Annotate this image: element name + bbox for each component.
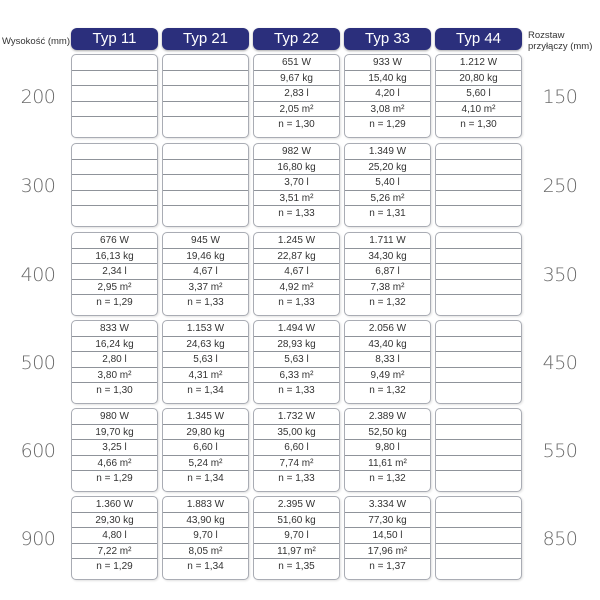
spec-line: 5,63 l: [163, 352, 248, 368]
spec-cell: [162, 143, 249, 227]
spec-line: 3,70 l: [254, 175, 339, 191]
spec-cell: [435, 496, 522, 580]
spec-line: 2,34 l: [72, 264, 157, 280]
spec-line: [436, 295, 521, 311]
spec-cell: [253, 496, 340, 580]
spec-line: [163, 102, 248, 118]
spec-line: 16,24 kg: [72, 337, 157, 353]
spec-line: 3,80 m²: [72, 368, 157, 384]
spec-line: 9,67 kg: [254, 71, 339, 87]
row-height-label: 200: [20, 86, 56, 108]
spec-line: 52,50 kg: [345, 425, 430, 441]
spec-line: n = 1,32: [369, 473, 406, 485]
spec-line: 676 W: [72, 233, 157, 249]
spec-line: n = 1,32: [369, 385, 406, 397]
spec-line: [436, 471, 521, 487]
spec-cell: [344, 408, 431, 492]
spec-line: [72, 71, 157, 87]
spec-line: 22,87 kg: [254, 249, 339, 265]
spec-line: 4,67 l: [163, 264, 248, 280]
spec-line: [436, 440, 521, 456]
spec-line: n = 1,33: [278, 208, 315, 220]
row-height-label: 500: [20, 352, 56, 374]
spec-line: n = 1,33: [278, 473, 315, 485]
spec-line: n = 1,34: [187, 473, 224, 485]
spec-line: n = 1,32: [369, 297, 406, 309]
row-spacing-label: 350: [542, 264, 578, 286]
spec-line: 4,10 m²: [436, 102, 521, 118]
spec-line: [163, 191, 248, 207]
spec-line: [72, 117, 157, 133]
row-spacing-label: 150: [542, 86, 578, 108]
spec-line: 4,31 m²: [163, 368, 248, 384]
spacing-axis-label: Rozstaw przyłączy (mm): [528, 30, 593, 52]
spec-line: 3,37 m²: [163, 280, 248, 296]
spec-line: 651 W: [254, 55, 339, 71]
spec-cell: [253, 232, 340, 316]
spec-line: 9,70 l: [163, 528, 248, 544]
spec-line: [436, 175, 521, 191]
spec-cell: [71, 143, 158, 227]
spec-line: [163, 144, 248, 160]
spec-line: [436, 160, 521, 176]
spec-line: 5,24 m²: [163, 456, 248, 472]
spec-cell: [162, 320, 249, 404]
spec-line: n = 1,34: [187, 561, 224, 573]
spec-line: 2,80 l: [72, 352, 157, 368]
spec-line: n = 1,30: [96, 385, 133, 397]
spec-line: 6,60 l: [163, 440, 248, 456]
spec-line: [436, 144, 521, 160]
column-header-typ-44: Typ 44: [435, 28, 522, 50]
spec-line: 5,26 m²: [345, 191, 430, 207]
spec-line: 5,40 l: [345, 175, 430, 191]
spec-line: 2.395 W: [254, 497, 339, 513]
spec-line: 1.883 W: [163, 497, 248, 513]
spec-cell: [71, 408, 158, 492]
spec-line: 17,96 m²: [345, 544, 430, 560]
spec-line: 8,33 l: [345, 352, 430, 368]
spec-line: 4,66 m²: [72, 456, 157, 472]
spec-cell: [435, 232, 522, 316]
spec-line: 19,46 kg: [163, 249, 248, 265]
spec-line: 16,13 kg: [72, 249, 157, 265]
spec-line: [72, 55, 157, 71]
spec-line: 6,33 m²: [254, 368, 339, 384]
spec-line: [163, 55, 248, 71]
spec-line: [436, 513, 521, 529]
spec-line: [72, 206, 157, 222]
spec-line: [436, 352, 521, 368]
spec-line: 4,67 l: [254, 264, 339, 280]
spec-line: 11,61 m²: [345, 456, 430, 472]
spec-cell: [435, 320, 522, 404]
spec-line: n = 1,33: [278, 385, 315, 397]
row-height-label: 900: [20, 528, 56, 550]
spec-line: 16,80 kg: [254, 160, 339, 176]
spec-cell: [435, 54, 522, 138]
spec-line: [436, 249, 521, 265]
spec-cell: [344, 232, 431, 316]
spec-line: [436, 456, 521, 472]
spec-line: [163, 117, 248, 133]
spec-line: 24,63 kg: [163, 337, 248, 353]
column-header-typ-22: Typ 22: [253, 28, 340, 50]
spec-line: [163, 206, 248, 222]
spec-line: 7,74 m²: [254, 456, 339, 472]
spec-line: 980 W: [72, 409, 157, 425]
spec-line: n = 1,30: [460, 119, 497, 131]
spec-line: 4,92 m²: [254, 280, 339, 296]
spec-line: 2.056 W: [345, 321, 430, 337]
spec-line: 2.389 W: [345, 409, 430, 425]
spec-line: 8,05 m²: [163, 544, 248, 560]
spec-line: [436, 383, 521, 399]
spec-line: 4,20 l: [345, 86, 430, 102]
spec-line: [72, 160, 157, 176]
spec-line: n = 1,29: [96, 297, 133, 309]
spec-line: 9,70 l: [254, 528, 339, 544]
spec-line: 1.245 W: [254, 233, 339, 249]
spec-cell: [253, 320, 340, 404]
spec-line: 1.494 W: [254, 321, 339, 337]
spec-line: 5,60 l: [436, 86, 521, 102]
spec-line: 51,60 kg: [254, 513, 339, 529]
spec-line: 19,70 kg: [72, 425, 157, 441]
spec-line: [436, 425, 521, 441]
spec-line: 77,30 kg: [345, 513, 430, 529]
spec-line: [436, 409, 521, 425]
spec-cell: [71, 54, 158, 138]
spec-line: 2,83 l: [254, 86, 339, 102]
spec-line: n = 1,35: [278, 561, 315, 573]
spec-line: [436, 206, 521, 222]
spec-line: 20,80 kg: [436, 71, 521, 87]
spec-cell: [344, 496, 431, 580]
spec-line: 9,80 l: [345, 440, 430, 456]
spec-line: [436, 191, 521, 207]
spec-cell: [253, 54, 340, 138]
column-header-typ-33: Typ 33: [344, 28, 431, 50]
spec-cell: [162, 408, 249, 492]
spec-line: 11,97 m²: [254, 544, 339, 560]
spec-line: 9,49 m²: [345, 368, 430, 384]
spec-line: [436, 264, 521, 280]
spec-line: [436, 280, 521, 296]
spec-line: [436, 337, 521, 353]
spec-cell: [71, 496, 158, 580]
height-axis-label: Wysokość (mm): [2, 36, 70, 47]
spec-cell: [435, 143, 522, 227]
spec-line: 1.732 W: [254, 409, 339, 425]
spec-line: 28,93 kg: [254, 337, 339, 353]
spec-line: [72, 175, 157, 191]
spec-cell: [344, 54, 431, 138]
spec-line: 7,22 m²: [72, 544, 157, 560]
spec-line: n = 1,34: [187, 385, 224, 397]
spec-cell: [71, 232, 158, 316]
spec-line: [72, 102, 157, 118]
row-height-label: 400: [20, 264, 56, 286]
spec-line: 6,87 l: [345, 264, 430, 280]
spec-line: [163, 160, 248, 176]
spec-line: 1.345 W: [163, 409, 248, 425]
spec-line: 35,00 kg: [254, 425, 339, 441]
spec-line: n = 1,33: [278, 297, 315, 309]
spec-line: [72, 191, 157, 207]
spec-line: [436, 559, 521, 575]
spec-line: 29,80 kg: [163, 425, 248, 441]
spec-line: n = 1,31: [369, 208, 406, 220]
spec-line: 2,05 m²: [254, 102, 339, 118]
spec-line: [163, 86, 248, 102]
spec-line: [436, 368, 521, 384]
spec-line: 7,38 m²: [345, 280, 430, 296]
spec-line: 933 W: [345, 55, 430, 71]
spec-line: [163, 71, 248, 87]
row-height-label: 300: [20, 175, 56, 197]
spec-line: [436, 544, 521, 560]
spec-cell: [162, 232, 249, 316]
spec-line: 2,95 m²: [72, 280, 157, 296]
spec-line: 982 W: [254, 144, 339, 160]
spec-line: 3.334 W: [345, 497, 430, 513]
spec-cell: [162, 54, 249, 138]
spec-line: n = 1,37: [369, 561, 406, 573]
spec-line: 3,25 l: [72, 440, 157, 456]
spec-cell: [162, 496, 249, 580]
spec-line: 1.711 W: [345, 233, 430, 249]
spec-line: n = 1,29: [96, 561, 133, 573]
spec-line: 1.153 W: [163, 321, 248, 337]
spec-line: 1.349 W: [345, 144, 430, 160]
spec-line: [436, 497, 521, 513]
spec-cell: [435, 408, 522, 492]
spec-line: 15,40 kg: [345, 71, 430, 87]
column-header-typ-11: Typ 11: [71, 28, 158, 50]
spec-line: [436, 321, 521, 337]
spec-line: n = 1,30: [278, 119, 315, 131]
spec-line: 25,20 kg: [345, 160, 430, 176]
spec-line: 43,90 kg: [163, 513, 248, 529]
spec-line: [436, 233, 521, 249]
row-spacing-label: 250: [542, 175, 578, 197]
spec-line: 5,63 l: [254, 352, 339, 368]
spec-line: 34,30 kg: [345, 249, 430, 265]
spec-line: 945 W: [163, 233, 248, 249]
spec-cell: [344, 320, 431, 404]
spec-line: 43,40 kg: [345, 337, 430, 353]
spec-line: 3,08 m²: [345, 102, 430, 118]
spec-line: 1.212 W: [436, 55, 521, 71]
row-spacing-label: 450: [542, 352, 578, 374]
spec-cell: [344, 143, 431, 227]
spec-line: 1.360 W: [72, 497, 157, 513]
row-height-label: 600: [20, 440, 56, 462]
spec-cell: [71, 320, 158, 404]
spec-line: 833 W: [72, 321, 157, 337]
spec-line: n = 1,29: [96, 473, 133, 485]
spec-line: [163, 175, 248, 191]
spec-line: 6,60 l: [254, 440, 339, 456]
spec-cell: [253, 143, 340, 227]
row-spacing-label: 550: [542, 440, 578, 462]
spec-line: [72, 86, 157, 102]
spec-cell: [253, 408, 340, 492]
column-header-typ-21: Typ 21: [162, 28, 249, 50]
spec-line: 29,30 kg: [72, 513, 157, 529]
spec-line: n = 1,33: [187, 297, 224, 309]
spec-line: n = 1,29: [369, 119, 406, 131]
row-spacing-label: 850: [542, 528, 578, 550]
spec-line: 14,50 l: [345, 528, 430, 544]
spec-line: [72, 144, 157, 160]
spec-line: [436, 528, 521, 544]
spec-line: 3,51 m²: [254, 191, 339, 207]
spec-line: 4,80 l: [72, 528, 157, 544]
